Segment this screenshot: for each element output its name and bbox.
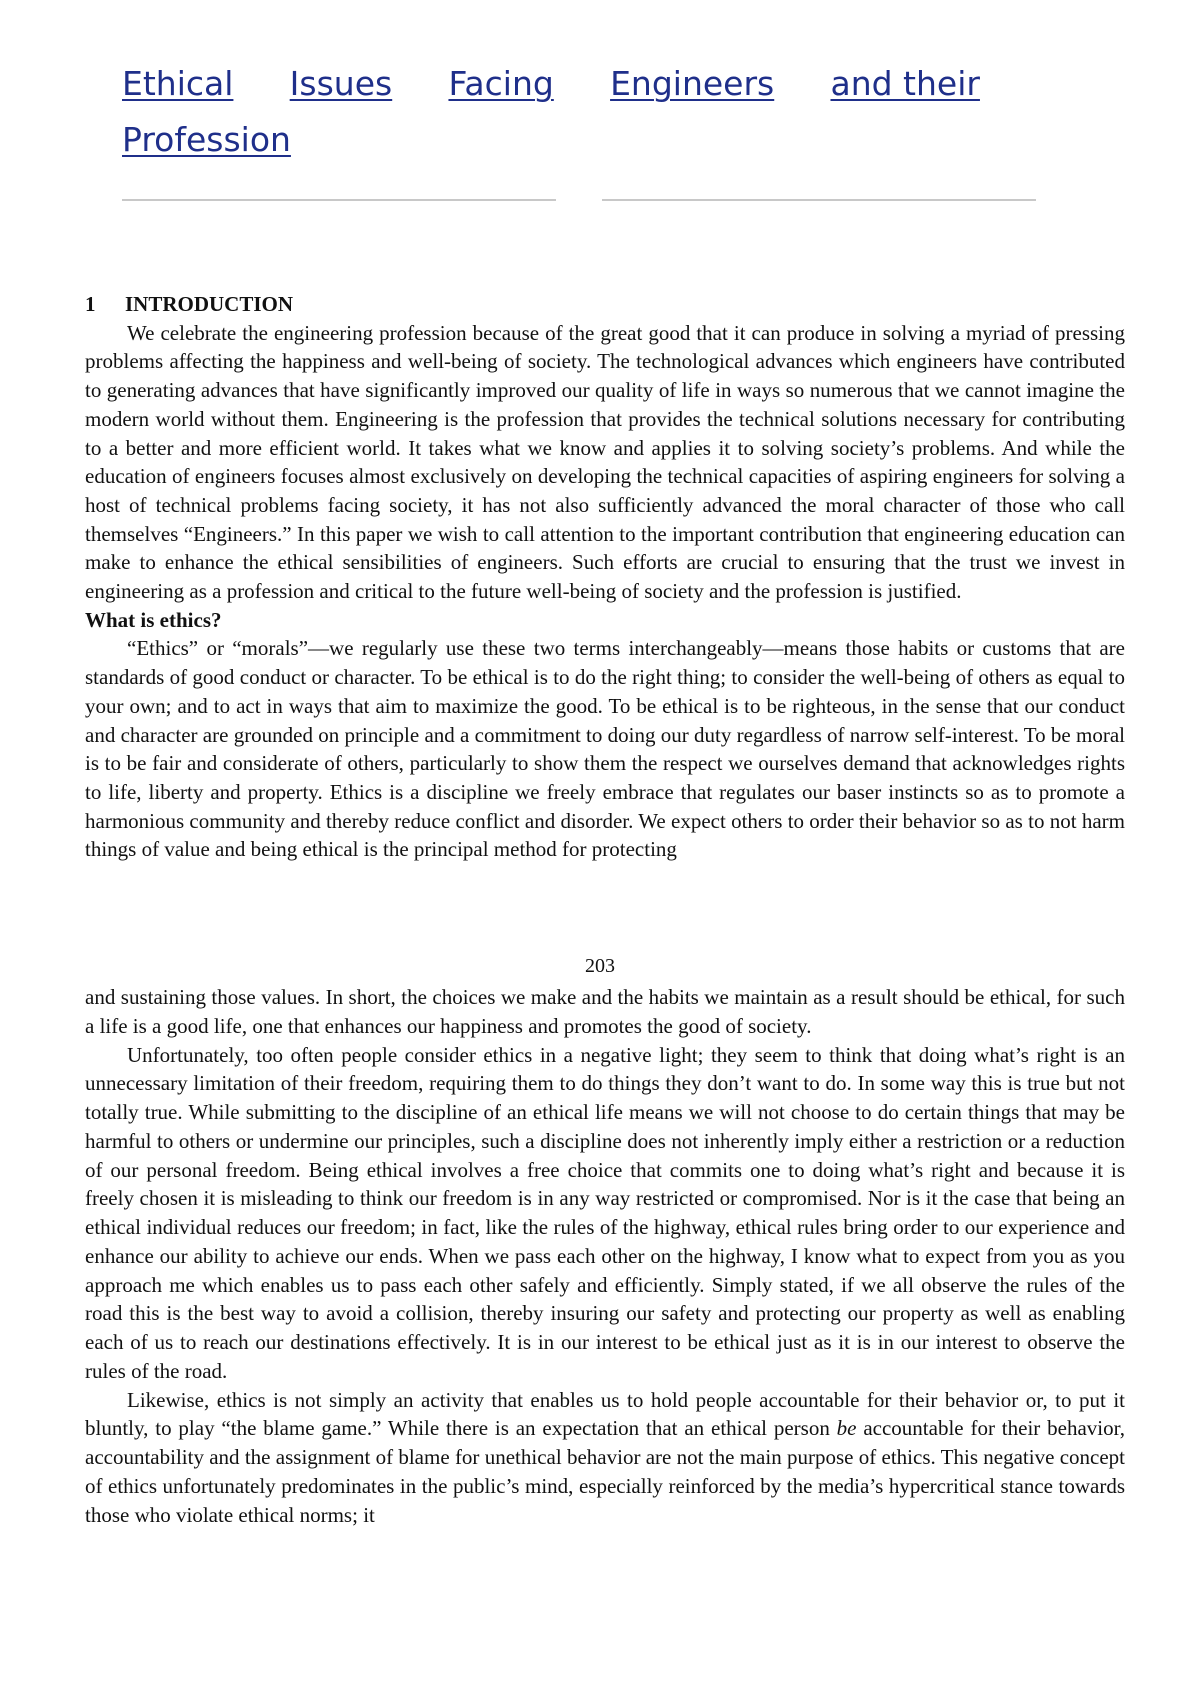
title-word: Engineers <box>610 64 775 103</box>
paragraph-text: accountable for their behavior, accountability and the assignment of blame for unethical behavior are not the main purpose of ethics. This negative concept of ethics unfortunately predominates in the public’s mind, especially reinforced by the media’s hypercritical stance towards those who violate ethical norms; it <box>85 1416 1125 1527</box>
page-number: 203 <box>585 955 615 977</box>
divider-left <box>122 199 556 201</box>
paragraph: “Ethics” or “morals”—we regularly use these two terms interchangeably—means those habits or customs that are standards of good conduct or character. To be ethical is to do the right thing; to consider the well-being of others as equal to your own; and to act in ways that aim to maximize the good. To be ethical is to be righteous, in the sense that our conduct and character are grounded on principle and a commitment to doing our duty regardless of narrow self-interest. To be moral is to be fair and considerate of others, particularly to show them the respect we ourselves demand that acknowledges rights to life, liberty and property. Ethics is a discipline we freely embrace that regulates our baser instincts so as to promote a harmonious community and thereby reduce conflict and disorder. We expect others to order their behavior so as to not harm things of value and being ethical is the principal method for protecting <box>85 636 1125 862</box>
document-title <box>122 56 1002 168</box>
title-line-1 <box>122 56 980 112</box>
text-block-lower <box>85 983 1125 1529</box>
paragraph-text: Likewise, ethics is not simply an activity that enables us to hold people accountable for their behavior or, to put it bluntly, to play “the blame game.” While there is an expectation that an ethical person <box>85 1387 1125 1441</box>
section-title: INTRODUCTION <box>125 292 294 316</box>
emphasis-text: be <box>836 1416 857 1441</box>
section-heading <box>85 290 1125 319</box>
title-line-2: Profession <box>122 120 291 159</box>
paragraph: We celebrate the engineering profession because of the great good that it can produce in solving a myriad of pressing problems affecting the happiness and well-being of society. The technological advances which engineers have contributed to generating advances that have significantly improved our quality of life in ways so numerous that we cannot imagine the modern world without them. Engineering is the profession that provides the technical solutions necessary for contributing to a better and more efficient world. It takes what we know and applies it to solving society’s problems. And while the education of engineers focuses almost exclusively on developing the technical capacities of aspiring engineers for solving a host of technical problems facing society, it has not also sufficiently advanced the moral character of those who call themselves “Engineers.” In this paper we wish to call attention to the important contribution that engineering education can make to enhance the ethical sensibilities of engineers. Such efforts are crucial to ensuring that the trust we invest in engineering as a profession and critical to the future well-being of society and the profession is justified. <box>85 320 1125 604</box>
subsection-heading: What is ethics? <box>85 607 222 632</box>
section-number: 1 <box>85 292 96 316</box>
paragraph-continued: and sustaining those values. In short, the choices we make and the habits we maintain as a result should be ethical, for such a life is a good life, one that enhances our happiness and promotes the good of society. <box>85 985 1125 1038</box>
title-word: Issues <box>289 64 393 103</box>
paragraph <box>85 1386 1125 1530</box>
paragraph: Unfortunately, too often people consider ethics in a negative light; they seem to think that doing what’s right is an unnecessary limitation of their freedom, requiring them to do things they don’t want to do. In some way this is true but not totally true. While submitting to the discipline of an ethical life means we will not choose to do certain things that may be harmful to others or undermine our principles, such a discipline does not inherently imply either a restriction or a reduction of our personal freedom. Being ethical involves a free choice that commits one to doing what’s right and because it is freely chosen it is misleading to think our freedom is in any way restricted or compromised. Nor is it the case that being an ethical individual reduces our freedom; in fact, like the rules of the highway, ethical rules bring order to our experience and enhance our ability to achieve our ends. When we pass each other on the highway, I know what to expect from you as you approach me which enables us to pass each other safely and efficiently. Simply stated, if we all observe the rules of the road this is the best way to avoid a collision, thereby insuring our safety and protecting our property as well as enabling each of us to reach our destinations effectively. It is in our interest to be ethical just as it is in our interest to observe the rules of the road. <box>85 1042 1125 1383</box>
title-word: and their <box>830 64 980 103</box>
divider-right <box>602 199 1036 201</box>
title-word: Ethical <box>122 64 234 103</box>
title-word: Facing <box>448 64 554 103</box>
text-block-upper <box>85 290 1125 864</box>
